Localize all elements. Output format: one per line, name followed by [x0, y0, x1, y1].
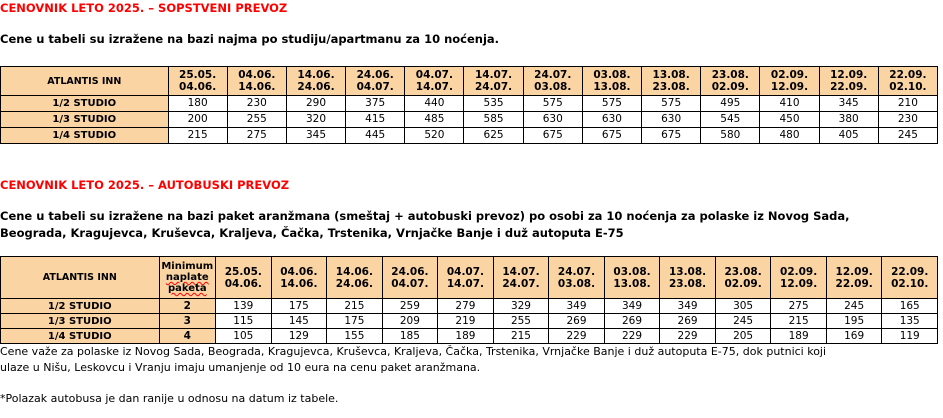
- price-cell: 415: [346, 112, 405, 128]
- price-cell: 195: [826, 314, 882, 329]
- price-cell: 200: [168, 112, 227, 128]
- room-type-label: 1/4 STUDIO: [1, 128, 169, 144]
- period-to: 14.06.: [238, 81, 276, 93]
- price-cell: 219: [438, 314, 494, 329]
- price-cell: 375: [346, 96, 405, 112]
- section1-title: CENOVNIK LETO 2025. – SOPSTVENI PREVOZ: [0, 1, 288, 15]
- price-cell: 580: [701, 128, 760, 144]
- minimum-package-value: 2: [159, 299, 216, 314]
- period-to: 14.07.: [446, 277, 485, 290]
- price-cell: 229: [604, 329, 660, 344]
- period-to: 02.09.: [724, 277, 762, 290]
- period-from: 13.08.: [652, 69, 690, 81]
- period-from: 24.07.: [534, 69, 572, 81]
- own-transport-price-table: [0, 66, 938, 144]
- departure-note-line1: Cene važe za polaske iz Novog Sada, Beograda, Kragujevca, Kruševca, Kraljeva, Čačka, Trstenika, Vrnjačke Banje i duž autoputa E-75, dok putnici koji: [0, 345, 827, 358]
- period-header: [216, 257, 272, 299]
- period-from: 04.07.: [415, 69, 453, 81]
- period-from: 03.08.: [593, 69, 631, 81]
- period-to: 13.08.: [613, 277, 651, 290]
- period-header: [642, 67, 701, 96]
- section2-description-line2: Beograda, Kragujevca, Kruševca, Kraljeva, Čačka, Trstenika, Vrnjačke Banje i duž autoputa E-75: [0, 226, 624, 240]
- table-row: [1, 96, 938, 112]
- price-cell: 675: [523, 128, 582, 144]
- minimum-package-header: [159, 257, 216, 299]
- price-cell: 189: [771, 329, 827, 344]
- price-cell: 275: [771, 299, 827, 314]
- period-header: [760, 67, 819, 96]
- period-to: 24.07.: [502, 277, 540, 290]
- price-cell: 169: [826, 329, 882, 344]
- price-cell: 485: [405, 112, 464, 128]
- price-cell: 275: [227, 128, 286, 144]
- bus-departure-footnote: *Polazak autobusa je dan ranije u odnosu na datum iz tabele.: [0, 392, 339, 405]
- section2-description-line1: Cene u tabeli su izražene na bazi paket aranžmana (smeštaj + autobuski prevoz) po osobi za 10 noćenja za polaske iz Novog Sada,: [0, 209, 850, 223]
- price-cell: 259: [382, 299, 438, 314]
- room-type-label: 1/2 STUDIO: [1, 96, 169, 112]
- price-cell: 215: [168, 128, 227, 144]
- period-header: [819, 67, 878, 96]
- period-header: [771, 257, 827, 299]
- bus-transport-price-table: [0, 256, 938, 344]
- period-header: [715, 257, 771, 299]
- period-header: [227, 67, 286, 96]
- minimum-package-value: 4: [159, 329, 216, 344]
- price-cell: 349: [604, 299, 660, 314]
- price-cell: 139: [216, 299, 272, 314]
- period-header: [327, 257, 383, 299]
- table-row: [1, 329, 938, 344]
- price-cell: 345: [286, 128, 345, 144]
- price-cell: 269: [604, 314, 660, 329]
- period-header: [464, 67, 523, 96]
- price-cell: 229: [660, 329, 716, 344]
- period-from: 03.08.: [613, 265, 651, 278]
- price-cell: 290: [286, 96, 345, 112]
- price-cell: 175: [271, 299, 327, 314]
- price-cell: 215: [327, 299, 383, 314]
- period-from: 25.05.: [224, 265, 262, 278]
- price-cell: 279: [438, 299, 494, 314]
- price-cell: 105: [216, 329, 272, 344]
- minimum-header-line3: paketa: [167, 283, 207, 294]
- room-type-label: 1/3 STUDIO: [1, 112, 169, 128]
- price-cell: 450: [760, 112, 819, 128]
- period-header: [382, 257, 438, 299]
- price-cell: 165: [882, 299, 938, 314]
- price-cell: 229: [549, 329, 605, 344]
- price-cell: 349: [549, 299, 605, 314]
- price-cell: 230: [878, 112, 937, 128]
- period-from: 14.07.: [474, 69, 513, 81]
- price-cell: 575: [582, 96, 641, 112]
- period-header: [523, 67, 582, 96]
- period-header: [604, 257, 660, 299]
- minimum-header-line1: Minimum: [161, 261, 214, 272]
- price-cell: 405: [819, 128, 878, 144]
- period-to: 02.09.: [711, 81, 749, 93]
- price-cell: 269: [660, 314, 716, 329]
- price-cell: 380: [819, 112, 878, 128]
- period-header: [549, 257, 605, 299]
- price-cell: 440: [405, 96, 464, 112]
- price-cell: 230: [227, 96, 286, 112]
- period-header: [493, 257, 549, 299]
- period-from: 24.07.: [557, 265, 596, 278]
- section2-title: CENOVNIK LETO 2025. – AUTOBUSKI PREVOZ: [0, 178, 290, 192]
- period-to: 23.08.: [668, 277, 707, 290]
- price-cell: 245: [715, 314, 771, 329]
- period-header: [168, 67, 227, 96]
- period-from: 02.09.: [780, 265, 818, 278]
- price-cell: 445: [346, 128, 405, 144]
- price-cell: 320: [286, 112, 345, 128]
- period-header: [826, 257, 882, 299]
- period-header: [286, 67, 345, 96]
- price-cell: 535: [464, 96, 523, 112]
- period-header: [878, 67, 937, 96]
- period-from: 22.09.: [891, 265, 929, 278]
- price-cell: 520: [405, 128, 464, 144]
- price-cell: 145: [271, 314, 327, 329]
- table-corner-label: ATLANTIS INN: [1, 67, 169, 96]
- price-cell: 129: [271, 329, 327, 344]
- price-cell: 545: [701, 112, 760, 128]
- price-cell: 135: [882, 314, 938, 329]
- room-type-label: 1/4 STUDIO: [1, 329, 160, 344]
- price-cell: 209: [382, 314, 438, 329]
- price-cell: 675: [642, 128, 701, 144]
- table-row: [1, 128, 938, 144]
- price-cell: 630: [582, 112, 641, 128]
- period-to: 02.10.: [891, 277, 929, 290]
- table-corner-label: ATLANTIS INN: [1, 257, 160, 299]
- period-from: 24.06.: [391, 265, 429, 278]
- period-header: [438, 257, 494, 299]
- table-row: [1, 314, 938, 329]
- table-header-row: [1, 257, 938, 299]
- section1-description: Cene u tabeli su izražene na bazi najma po studiju/apartmanu za 10 noćenja.: [0, 32, 500, 46]
- price-cell: 630: [523, 112, 582, 128]
- period-header: [660, 257, 716, 299]
- price-cell: 185: [382, 329, 438, 344]
- price-cell: 115: [216, 314, 272, 329]
- price-cell: 189: [438, 329, 494, 344]
- table-row: [1, 299, 938, 314]
- room-type-label: 1/2 STUDIO: [1, 299, 160, 314]
- minimum-header-line2: naplate: [165, 272, 209, 283]
- departure-note-line2: ulaze u Nišu, Leskovcu i Vranju imaju umanjenje od 10 eura na cenu paket aranžmana.: [0, 361, 481, 374]
- period-from: 23.08.: [711, 69, 749, 81]
- period-header: [701, 67, 760, 96]
- period-to: 23.08.: [652, 81, 690, 93]
- period-from: 12.09.: [835, 265, 873, 278]
- room-type-label: 1/3 STUDIO: [1, 314, 160, 329]
- period-from: 14.06.: [335, 265, 373, 278]
- price-cell: 119: [882, 329, 938, 344]
- period-to: 03.08.: [557, 277, 596, 290]
- price-cell: 255: [493, 314, 549, 329]
- price-cell: 329: [493, 299, 549, 314]
- period-to: 14.07.: [415, 81, 453, 93]
- price-cell: 345: [819, 96, 878, 112]
- price-cell: 575: [642, 96, 701, 112]
- price-cell: 205: [715, 329, 771, 344]
- price-cell: 245: [826, 299, 882, 314]
- period-from: 14.07.: [502, 265, 540, 278]
- period-to: 14.06.: [280, 277, 318, 290]
- period-from: 24.06.: [356, 69, 394, 81]
- price-cell: 575: [523, 96, 582, 112]
- price-cell: 255: [227, 112, 286, 128]
- price-cell: 155: [327, 329, 383, 344]
- period-from: 13.08.: [668, 265, 707, 278]
- price-cell: 410: [760, 96, 819, 112]
- period-from: 04.06.: [238, 69, 276, 81]
- period-from: 12.09.: [830, 69, 868, 81]
- period-to: 04.07.: [391, 277, 429, 290]
- price-cell: 215: [493, 329, 549, 344]
- price-cell: 215: [771, 314, 827, 329]
- price-cell: 305: [715, 299, 771, 314]
- price-cell: 585: [464, 112, 523, 128]
- price-cell: 480: [760, 128, 819, 144]
- price-cell: 625: [464, 128, 523, 144]
- price-cell: 349: [660, 299, 716, 314]
- price-cell: 495: [701, 96, 760, 112]
- period-to: 04.07.: [356, 81, 394, 93]
- price-cell: 630: [642, 112, 701, 128]
- period-from: 23.08.: [724, 265, 762, 278]
- period-to: 24.07.: [474, 81, 513, 93]
- period-to: 12.09.: [770, 81, 809, 93]
- period-from: 25.05.: [179, 69, 217, 81]
- price-cell: 245: [878, 128, 937, 144]
- period-header: [882, 257, 938, 299]
- period-from: 04.06.: [280, 265, 318, 278]
- price-cell: 210: [878, 96, 937, 112]
- period-to: 03.08.: [534, 81, 572, 93]
- period-header: [405, 67, 464, 96]
- period-header: [346, 67, 405, 96]
- period-from: 22.09.: [889, 69, 927, 81]
- period-to: 22.09.: [830, 81, 868, 93]
- minimum-package-value: 3: [159, 314, 216, 329]
- table-row: [1, 112, 938, 128]
- period-to: 13.08.: [593, 81, 631, 93]
- period-header: [582, 67, 641, 96]
- period-to: 24.06.: [297, 81, 335, 93]
- period-header: [271, 257, 327, 299]
- period-to: 04.06.: [224, 277, 262, 290]
- price-cell: 269: [549, 314, 605, 329]
- period-from: 02.09.: [770, 69, 809, 81]
- price-cell: 675: [582, 128, 641, 144]
- table-header-row: [1, 67, 938, 96]
- period-from: 14.06.: [297, 69, 335, 81]
- period-from: 04.07.: [446, 265, 485, 278]
- period-to: 02.10.: [889, 81, 927, 93]
- price-cell: 180: [168, 96, 227, 112]
- period-to: 04.06.: [179, 81, 217, 93]
- period-to: 24.06.: [335, 277, 373, 290]
- price-cell: 175: [327, 314, 383, 329]
- period-to: 12.09.: [780, 277, 818, 290]
- period-to: 22.09.: [835, 277, 873, 290]
